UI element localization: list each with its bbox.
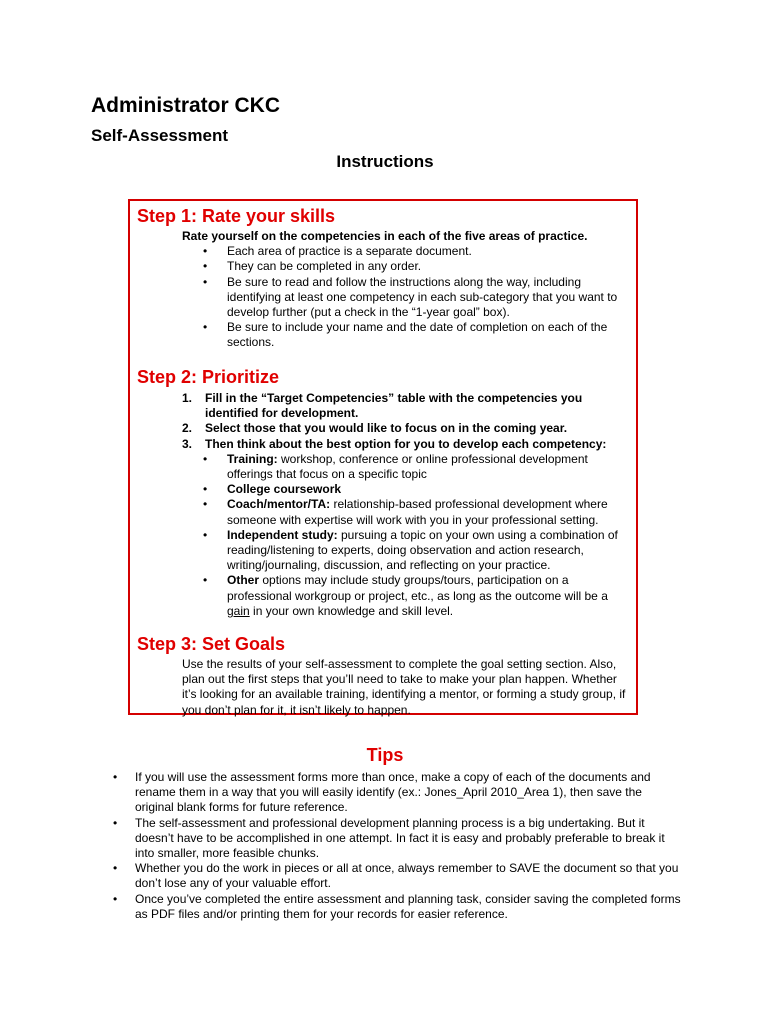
list-item: • They can be completed in any order. <box>203 259 422 274</box>
step2-options-list <box>182 452 630 619</box>
step3-heading: Step 3: Set Goals <box>137 634 286 654</box>
bullet-icon: • <box>203 320 208 335</box>
list-item: • The self-assessment and professional development planning process is a big undertaking. But it doesn’t have to be accomplished in one attempt. In fact it is easy and probably preferable to break it into smaller, more feasible chunks. <box>113 815 665 861</box>
instructions-heading: Instructions <box>336 152 434 171</box>
bullet-icon: • <box>113 861 118 876</box>
tips-heading: Tips <box>366 745 404 765</box>
bullet-icon: • <box>113 891 118 906</box>
instructions-box <box>128 199 638 715</box>
tips-list <box>113 770 683 922</box>
page-title: Administrator CKC <box>91 94 281 117</box>
bullet-icon: • <box>203 573 208 588</box>
step1-lead: Rate yourself on the competencies in each of the five areas of practice. <box>182 229 588 243</box>
list-item: • Coach/mentor/TA: relationship-based professional development where someone with expertise will work with you in your professional setting. <box>203 497 608 527</box>
bullet-icon: • <box>203 244 208 259</box>
list-item: • Other options may include study groups/tours, participation on a professional workgroup or project, etc., as long as the outcome will be a gain in your own knowledge and skill level. <box>203 573 608 618</box>
step1-bullet-list <box>182 244 630 350</box>
step2-body <box>182 391 630 619</box>
bullet-icon: • <box>203 274 208 289</box>
bullet-icon: • <box>113 770 118 784</box>
step1-body <box>182 229 630 351</box>
page-subtitle: Self-Assessment <box>91 126 229 145</box>
list-item: 2. Select those that you would like to focus on in the coming year. <box>182 421 568 436</box>
bullet-icon: • <box>203 482 208 497</box>
bullet-icon: • <box>203 451 208 466</box>
bullet-icon: • <box>203 259 208 274</box>
list-item: • Be sure to read and follow the instructions along the way, including identifying at least one competency in each sub-category that you want to develop further (put a check in the “1-year goal” box). <box>203 274 618 320</box>
step2-numbered-list <box>182 391 630 452</box>
list-item: 1. Fill in the “Target Competencies” table with the competencies you identified for development. <box>182 391 583 421</box>
list-item: 3. Then think about the best option for you to develop each competency: <box>182 436 607 451</box>
step3-body <box>182 657 630 718</box>
list-item: • Whether you do the work in pieces or all at once, always remember to SAVE the document so that you don’t lose any of your valuable effort. <box>113 861 679 891</box>
step1-heading: Step 1: Rate your skills <box>137 206 336 226</box>
list-item: • Training: workshop, conference or online professional development offerings that focus on a specific topic <box>203 451 588 482</box>
bullet-icon: • <box>203 497 208 512</box>
list-item: • College coursework <box>203 482 342 497</box>
list-item: • Each area of practice is a separate document. <box>203 244 472 259</box>
bullet-icon: • <box>203 527 208 542</box>
list-item: • Be sure to include your name and the date of completion on each of the sections. <box>203 320 608 350</box>
list-item: • Independent study: pursuing a topic on your own using a combination of reading/listening to experts, doing observation and action research, writing/journaling, discussion, and reflecting on your practice. <box>203 527 618 573</box>
step2-heading: Step 2: Prioritize <box>137 367 280 387</box>
bullet-icon: • <box>113 815 118 830</box>
list-item: • Once you’ve completed the entire assessment and planning task, consider saving the completed forms as PDF files and/or printing them for your records for easier reference. <box>113 891 681 921</box>
step3-text: Use the results of your self-assessment to complete the goal setting section. Also, plan out the first steps that you’ll need to take to make your plan happen. Whether it’s looking for an available training, identifying a mentor, or forming a study group, if you don’t plan for it, it isn’t likely to happen. <box>182 657 626 717</box>
list-item: • If you will use the assessment forms more than once, make a copy of each of the documents and rename them in a way that you will easily identify (ex.: Jones_April 2010_Area 1), then save the original blank forms for future reference. <box>113 770 651 815</box>
